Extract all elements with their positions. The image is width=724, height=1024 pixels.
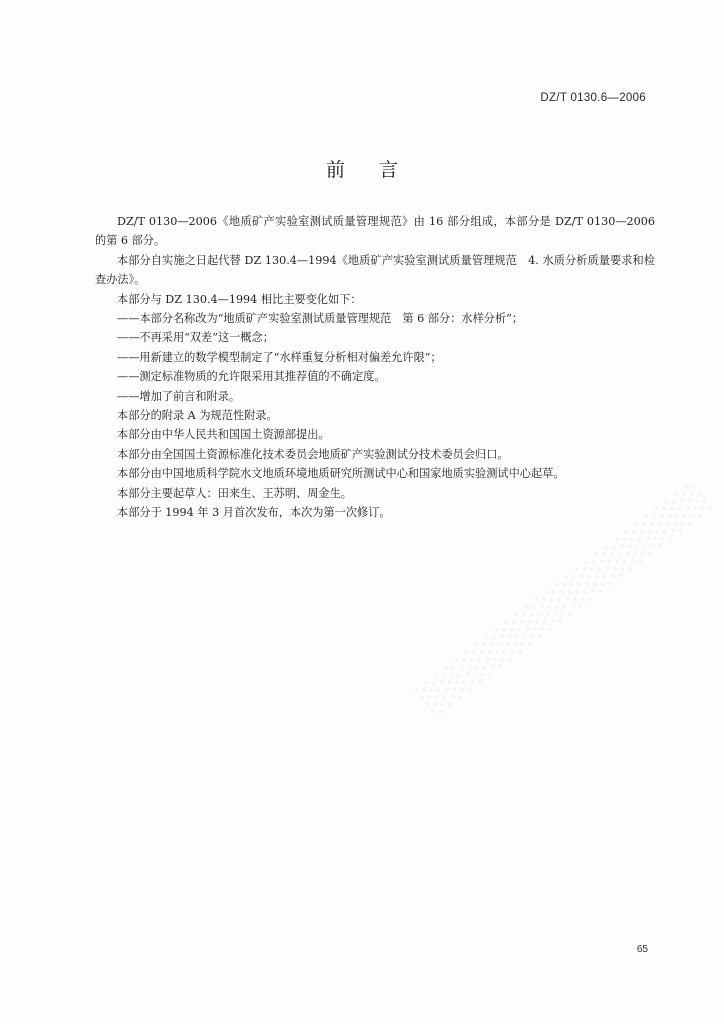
paragraph: 本部分于 1994 年 3 月首次发布，本次为第一次修订。 xyxy=(117,506,391,520)
paragraph: 本部分主要起草人：田来生、王苏明、周金生。 xyxy=(117,486,352,500)
page-number: 65 xyxy=(636,944,648,955)
standard-code: DZ/T 0130.6—2006 xyxy=(540,92,646,104)
change-item: ——用新建立的数学模型制定了“水样重复分析相对偏差允许限”； xyxy=(117,350,442,364)
paragraph: DZ/T 0130—2006《地质矿产实验室测试质量管理规范》由 16 部分组成，本部分是 DZ/T 0130—2006 的第 6 部分。 xyxy=(95,215,655,248)
paragraph: 本部分的附录 A 为规范性附录。 xyxy=(117,409,278,423)
paragraph: 本部分由全国国土资源标准化技术委员会地质矿产实验测试分技术委员会归口。 xyxy=(117,447,509,461)
change-item: ——本部分名称改为“地质矿产实验室测试质量管理规范 第 6 部分：水样分析”； xyxy=(117,312,524,326)
change-item: ——测定标准物质的允许限采用其推荐值的不确定度。 xyxy=(117,370,386,384)
page-title: 前言 xyxy=(325,159,432,181)
change-item: ——增加了前言和附录。 xyxy=(117,389,241,403)
faint-watermark: ░░░░░░░░░░░░░░ xyxy=(415,478,717,718)
paragraph: 本部分由中华人民共和国国土资源部提出。 xyxy=(117,428,330,442)
foreword-body xyxy=(95,212,655,523)
paragraph: 本部分由中国地质科学院水文地质环境地质研究所测试中心和国家地质实验测试中心起草。 xyxy=(117,467,565,481)
change-item: ——不再采用“双差”这一概念； xyxy=(117,331,274,345)
paragraph: 本部分与 DZ 130.4—1994 相比主要变化如下： xyxy=(117,292,362,306)
paragraph: 本部分自实施之日起代替 DZ 130.4—1994《地质矿产实验室测试质量管理规范 4. 水质分析质量要求和检查办法》。 xyxy=(95,253,655,287)
